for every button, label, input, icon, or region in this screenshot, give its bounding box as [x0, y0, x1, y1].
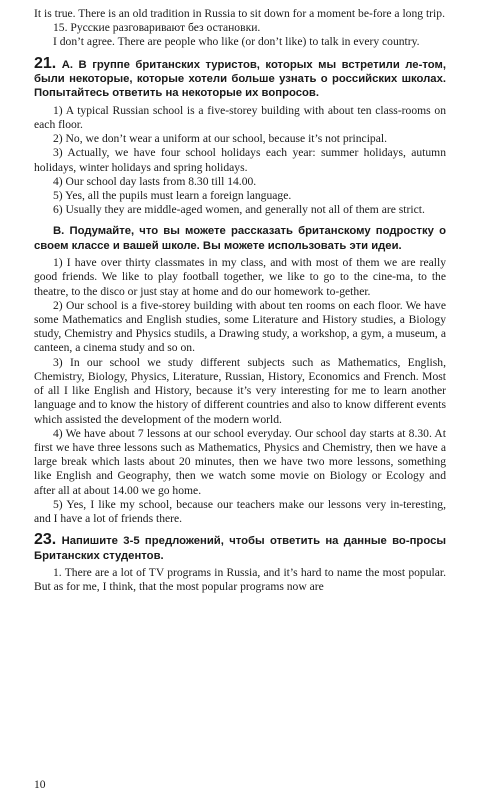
task-number: 21.: [34, 54, 57, 72]
paragraph: It is true. There is an old tradition in Russia to sit down for a moment be-fore a long trip.: [34, 7, 445, 20]
answers-part-a: [34, 104, 446, 218]
answers-task-23: [34, 566, 446, 594]
task-23: [34, 533, 446, 594]
answer-item: 4) We have about 7 lessons at our school everyday. Our school day starts at 8.30. At first we have three lessons such as Mathematics, Physics and Chemistry, then we have a large break which lasts about 20 minutes, then we have two more lessons, something like English and Geography, then we watch some movie on Biology or Ecology and after all at about 14.00 we go home.: [34, 426, 446, 497]
task-21: [34, 54, 446, 527]
answer-item: 1) A typical Russian school is a five-storey building with about ten class-rooms on each floor.: [34, 103, 446, 132]
task-23-heading: [34, 533, 446, 563]
answer-item: 2) No, we don’t wear a uniform at our school, because it’s not principal.: [53, 132, 387, 146]
answer-item: 4) Our school day lasts from 8.30 till 14.00.: [53, 174, 257, 188]
answer-item: 5) Yes, I like my school, because our teachers make our lessons very in-teresting, and I have a lot of friends there.: [34, 497, 446, 525]
task-21-part-b-heading: В. Подумайте, что вы можете рассказать британскому подростку о своем классе и вашей школе. Вы можете использовать эти идеи.: [34, 225, 446, 252]
task-number: 23.: [34, 531, 57, 549]
task-instruction: А. В группе британских туристов, которых мы встретили ле-том, были некоторые, которые хотели больше узнать о российских школах. Попытайтесь ответить на некоторые их вопросов.: [34, 58, 446, 100]
answer-item: 5) Yes, all the pupils must learn a foreign language.: [53, 189, 292, 203]
answer-item: 3) In our school we study different subjects such as Mathematics, English, Chemistry, Biology, Physics, Literature, Russian, History, Economics and French. Most of all I like English and History, because it’s very interesting for me to learn another language and to know the history of different countries and also to know different events which assisted the development of the modern world.: [34, 355, 446, 426]
paragraph: 15. Русские разговаривают без остановки.: [53, 21, 261, 35]
answer-item: 6) Usually they are middle-aged women, and generally not all of them are strict.: [53, 203, 425, 217]
answer-item: 1. There are a lot of TV programs in Russia, and it’s hard to name the most popular. But as for me, I think, that the most popular programs now are: [34, 565, 446, 594]
previous-task-continuation: [34, 7, 446, 50]
page-number: 10: [34, 777, 46, 791]
task-21-heading: [34, 54, 446, 101]
answer-item: 1) I have over thirty classmates in my class, and with most of them we are really good friends. We like to play football together, we like to go to the cine-ma, to the theatre, to the disco or just stay at home and do our homework to-gether.: [34, 256, 446, 298]
answer-item: 3) Actually, we have four school holidays each year: summer holidays, autumn holidays, winter holidays and spring holidays.: [34, 146, 446, 174]
answers-part-b: [34, 256, 446, 526]
task-instruction: Напишите 3-5 предложений, чтобы ответить на данные во-просы Британских студентов.: [34, 535, 447, 562]
paragraph: I don’t agree. There are people who like (or don’t like) to talk in every country.: [53, 35, 420, 49]
answer-item: 2) Our school is a five-storey building with about ten rooms on each floor. We have some Mathematics and English studies, some Literature and History studies, a Biology study, Chemistry and Physics studils, a Drawing study, a workshop, a gym, a museum, a canteen, a cinema study and so on.: [34, 298, 446, 355]
